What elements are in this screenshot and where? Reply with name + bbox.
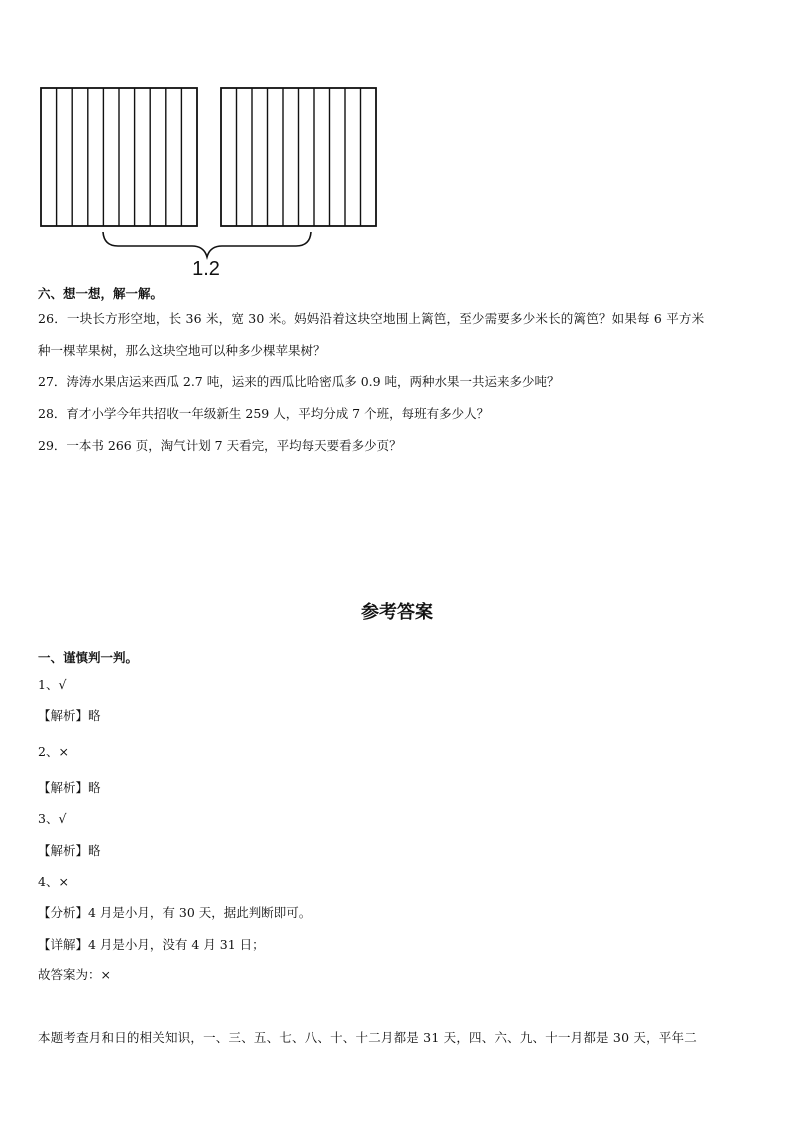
figure-label: 1.2 bbox=[192, 258, 220, 280]
answers-title: 参考答案 bbox=[361, 602, 433, 623]
question-26-line-2: 种一棵苹果树，那么这块空地可以种多少棵苹果树？ bbox=[38, 343, 326, 358]
answer-4-analysis: 【分析】4 月是小月，有 30 天，据此判断即可。 bbox=[38, 905, 312, 920]
answer-1-note: 【解析】略 bbox=[38, 708, 101, 723]
question-29: 29．一本书 266 页，淘气计划 7 天看完，平均每天要看多少页？ bbox=[38, 438, 402, 453]
answer-3-note: 【解析】略 bbox=[38, 843, 101, 858]
answer-2-note: 【解析】略 bbox=[38, 780, 101, 795]
brace bbox=[103, 232, 311, 257]
answer-4-detail: 【详解】4 月是小月，没有 4 月 31 日； bbox=[38, 937, 265, 952]
answer-3: 3、√ bbox=[38, 811, 67, 826]
answer-1: 1、√ bbox=[38, 677, 67, 692]
section-six-heading: 六、想一想，解一解。 bbox=[38, 286, 164, 301]
answer-4: 4、× bbox=[38, 874, 69, 889]
answers-section-one-heading: 一、谨慎判一判。 bbox=[38, 650, 139, 665]
question-28: 28．育才小学今年共招收一年级新生 259 人，平均分成 7 个班，每班有多少人？ bbox=[38, 406, 490, 421]
answer-2: 2、× bbox=[38, 744, 69, 759]
answer-4-extra: 本题考查月和日的相关知识，一、三、五、七、八、十、十二月都是 31 天，四、六、九、十一月都是 30 天，平年二 bbox=[38, 1030, 697, 1045]
right-square-tenths bbox=[221, 88, 376, 226]
answer-4-conclusion: 故答案为：× bbox=[38, 967, 111, 982]
question-26-line-1: 26．一块长方形空地，长 36 米，宽 30 米。妈妈沿着这块空地围上篱笆，至少需要多少米长的篱笆？如果每 6 平方米 bbox=[38, 311, 705, 326]
decimal-square-figure bbox=[0, 0, 794, 290]
question-27: 27．涛涛水果店运来西瓜 2.7 吨，运来的西瓜比哈密瓜多 0.9 吨，两种水果一共运来多少吨？ bbox=[38, 374, 560, 389]
left-square-tenths bbox=[41, 88, 197, 226]
